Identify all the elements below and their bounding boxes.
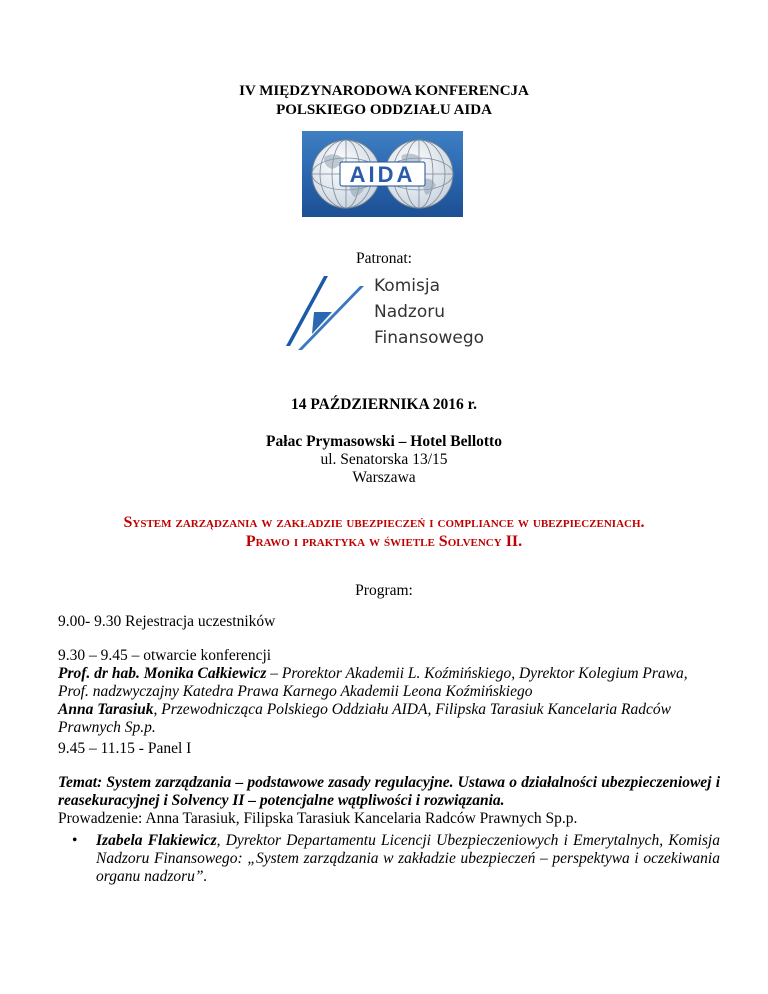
bullet-speaker-name: Izabela Flakiewicz [96,832,217,849]
speaker-2-name: Anna Tarasiuk [58,701,154,718]
panel-1-topic: Temat: System zarządzania – podstawowe zasady regulacyjne. Ustawa o działalności ubezpieczeniowej i reasekuracyjnej i Solvency II – potencjalne wątpliwości i rozwiązania. [58,774,720,809]
venue-city: Warszawa [352,469,416,486]
theme-line2: Prawo i praktyka w świetle Solvency II. [245,533,523,550]
conference-title-line2: POLSKIEGO ODDZIAŁU AIDA [276,102,492,118]
aida-logo-text: AIDA [349,162,416,187]
speaker-2-desc: , Przewodnicząca Polskiego Oddziału AIDA, Filipska Tarasiuk Kancelaria Radców Prawnych Sp.p. [58,701,671,736]
knf-logo-icon [284,272,494,354]
agenda-opening [58,647,720,737]
bullet-icon: • [72,832,78,849]
opening-time: 9.30 – 9.45 – otwarcie konferencji [58,647,272,664]
conference-date: 14 PAŹDZIERNIKA 2016 r. [290,396,478,413]
bullet-speaker-desc: , Dyrektor Departamentu Licencji Ubezpieczeniowych i Emerytalnych, Komisja Nadzoru Finansowego: „System zarządzania w zakładzie ubezpieczeń – perspektywa i oczekiwania organu nadzoru”. [96,832,720,885]
aida-logo [302,131,463,217]
panel-1-moderator: Prowadzenie: Anna Tarasiuk, Filipska Tarasiuk Kancelaria Radców Prawnych Sp.p. [58,810,578,827]
venue [0,433,768,487]
venue-name: Pałac Prymasowski – Hotel Bellotto [266,433,502,450]
panel-1-speaker-item [72,832,720,886]
theme-line1: System zarządzania w zakładzie ubezpieczeń i compliance w ubezpieczeniach. [123,514,645,531]
venue-street: ul. Senatorska 13/15 [320,451,448,468]
speaker-1-name: Prof. dr hab. Monika Całkiewicz [58,665,267,682]
patronat-label: Patronat: [356,250,412,267]
conference-title-line1: IV MIĘDZYNARODOWA KONFERENCJA [239,83,529,99]
opening-speaker-2 [58,701,720,737]
globe-logo-icon [302,131,463,217]
conference-theme [0,513,768,551]
knf-logo [284,272,494,354]
knf-logo-line1: Komisja [374,276,440,296]
knf-logo-line3: Finansowego [374,328,485,348]
conference-title [0,82,768,120]
agenda-panel-1: 9.45 – 11.15 - Panel I [58,740,192,757]
panel-1-details [58,774,720,828]
agenda-registration: 9.00- 9.30 Rejestracja uczestników [58,613,276,630]
speaker-1-desc: – Prorektor Akademii L. Koźmińskiego, Dyrektor Kolegium Prawa, Prof. nadzwyczajny Katedra Prawa Karnego Akademii Leona Koźmińskiego [58,665,688,700]
opening-speaker-1 [58,665,720,701]
program-label: Program: [355,582,413,599]
knf-logo-line2: Nadzoru [374,302,446,322]
